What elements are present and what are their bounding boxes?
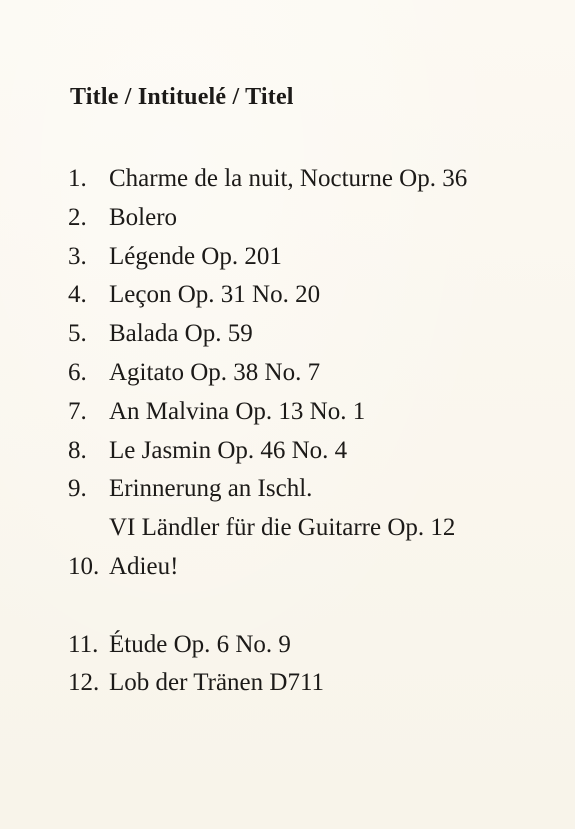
entry-number: 5. — [68, 320, 87, 348]
entry-title: Étude Op. 6 No. 9 — [109, 630, 291, 658]
entry-number: 7. — [68, 397, 87, 425]
page-heading: Title / Intituelé / Titel — [70, 84, 294, 110]
toc-entry — [68, 199, 548, 238]
entry-title: Bolero — [109, 203, 178, 231]
table-of-contents — [68, 160, 548, 703]
entry-number: 3. — [68, 242, 87, 270]
entry-number: 11. — [68, 630, 99, 658]
entry-subtitle: VI Ländler für die Guitarre Op. 12 — [109, 514, 456, 542]
entry-title: An Malvina Op. 13 No. 1 — [109, 397, 366, 425]
entry-number: 10. — [68, 552, 100, 580]
entry-title: Adieu! — [109, 552, 179, 580]
toc-entry — [68, 315, 548, 354]
entry-number: 1. — [68, 165, 87, 192]
entry-title: Erinnerung an Ischl. — [109, 475, 313, 503]
entry-number: 8. — [68, 436, 87, 464]
toc-entry — [68, 393, 548, 432]
entry-title: Lob der Tränen D711 — [109, 669, 325, 697]
entry-title: Balada Op. 59 — [109, 320, 253, 348]
entry-title: Légende Op. 201 — [109, 242, 282, 270]
entry-number: 2. — [68, 203, 87, 231]
toc-entry — [68, 354, 548, 393]
entry-number: 12. — [68, 669, 100, 697]
entry-title: Charme de la nuit, Nocturne Op. 36 — [109, 165, 468, 192]
entry-number: 6. — [68, 358, 87, 386]
toc-entry — [68, 626, 548, 665]
toc-entry — [68, 664, 548, 703]
toc-entry — [68, 470, 548, 548]
entry-number: 4. — [68, 281, 87, 309]
entry-title: Agitato Op. 38 No. 7 — [109, 358, 321, 386]
entry-number: 9. — [68, 475, 87, 503]
entry-title: Leçon Op. 31 No. 20 — [109, 281, 321, 309]
toc-entry — [68, 160, 548, 199]
toc-entry — [68, 238, 548, 277]
entry-title: Le Jasmin Op. 46 No. 4 — [109, 436, 348, 464]
toc-entry — [68, 276, 548, 315]
toc-entry — [68, 548, 548, 587]
toc-entry — [68, 432, 548, 471]
